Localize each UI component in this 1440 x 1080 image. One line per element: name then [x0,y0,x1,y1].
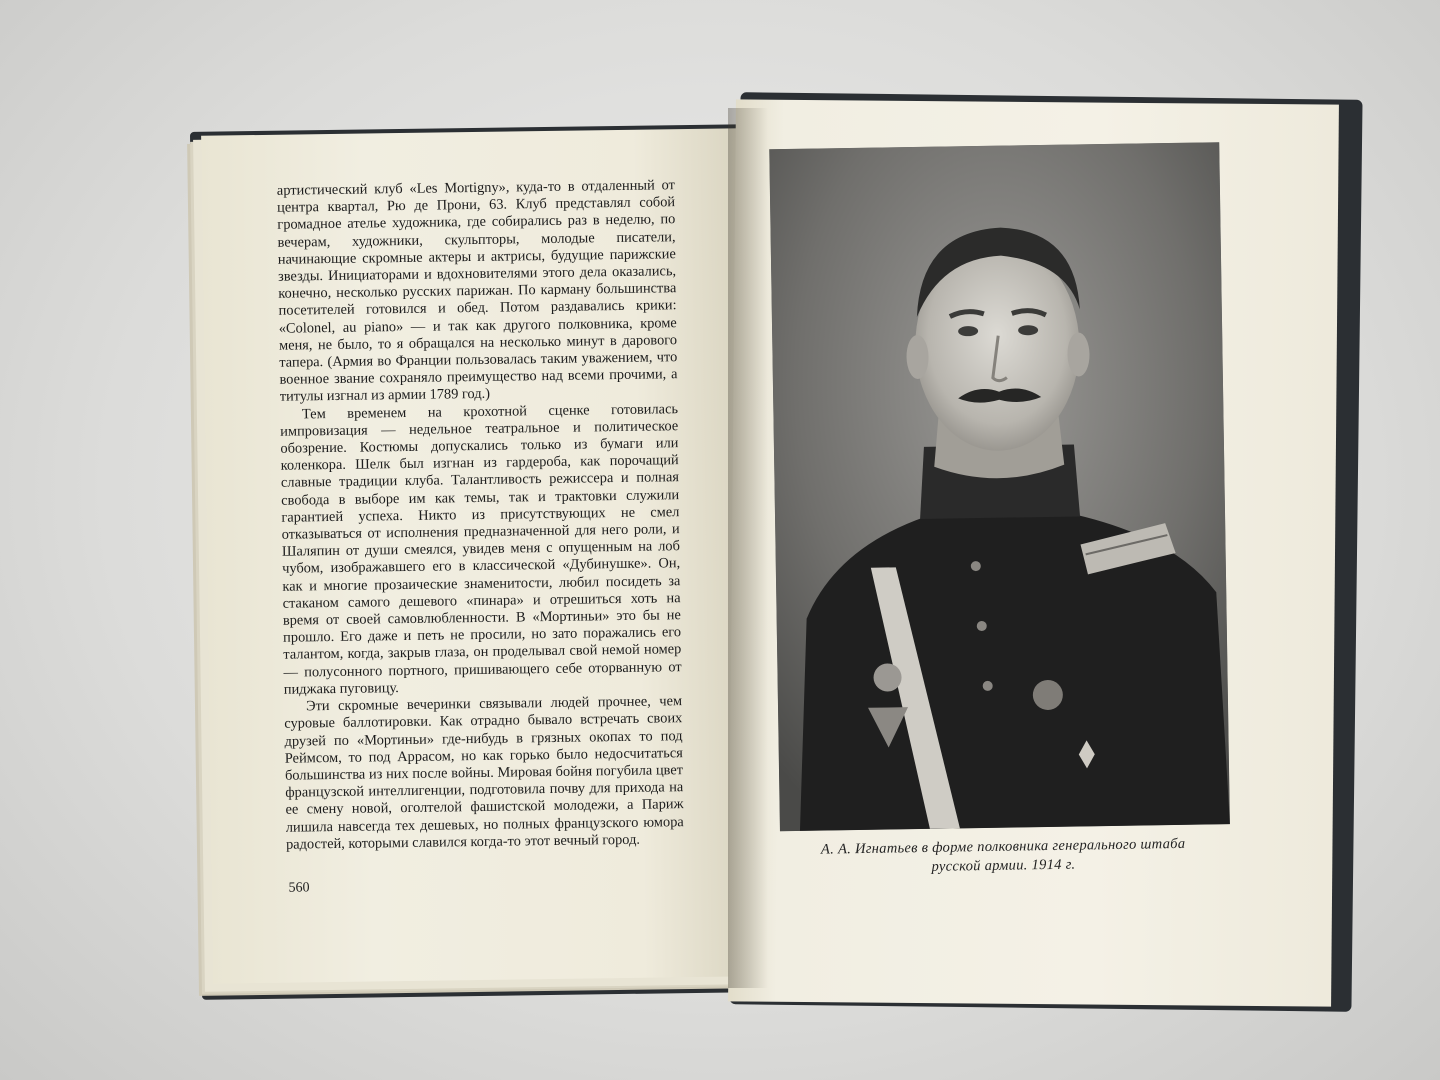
book-gutter [728,108,768,988]
caption-line-2: русской армии. 1914 г. [931,856,1076,875]
right-page [728,99,1339,1006]
photo-caption [803,835,1204,879]
portrait-photo [769,142,1230,831]
portrait-illustration [769,142,1230,831]
paragraph-3: Эти скромные вечеринки связывали людей прочнее, чем суровые баллотировки. Как отрадно бывало встречать своих друзей по «Мортиньи» где-нибудь в грязных окопах то под Реймсом, то под Аррасом, но как горько было недосчитаться большинства из них после войны. Мировая бойня погубила цвет французской интеллигенции, подготовила почву для прихода на ее смену новой, оголтелой фашистской молодежи, а Париж лишила навсегда тех дешевых, но полных французского юмора радостей, которыми славился когда-то этот вечный город. [284,693,684,853]
left-page-text [277,177,684,853]
caption-line-1: А. А. Игнатьев в форме полковника генерального штаба [820,835,1186,858]
page-number: 560 [288,880,310,896]
paragraph-1: артистический клуб «Les Mortigny», куда-то в отдаленный от центра квартал, Рю де Прони, 63. Клуб представлял собой громадное ателье художника, где собирались раз в неделю, по вечерам, художники, скульпторы, молодые писатели, начинающие скромные актеры и актрисы, будущие парижские звезды. Инициаторами и вдохновителями этого дела оказались, конечно, несколько русских парижан. По карману большинства посетителей готовился и обед. Потом раздавались крики: «Colonel, au piano» — и так как другого полковника, кроме меня, не было, то я обращался на несколько минут в дарового тапера. (Армия во Франции пользовалась таким уважением, что военное звание сохраняло преимущество над всеми прочими, а титулы изгнал из армии 1789 год.) [276,177,678,406]
left-page [201,128,753,983]
paragraph-2: Тем временем на крохотной сценке готовилась импровизация — недельное театральное и политическое обозрение. Костюмы допускались только из бумаги или коленкора. Шелк был изгнан из гардероба, как порочащий славные традиции клуба. Талантливость режиссера и полная свобода в выборе им как темы, так и трактовки служили гарантией успеха. Никто из присутствующих не смел отказываться от исполнения предназначенной для него роли, и Шаляпин от души смеялся, увидев меня с опущенным на лоб чубом, изображавшего его в классической «Дубинушке». Он, как и многие прозаические знаменитости, любил посидеть за стаканом самого дешевого «пинара» и отрешиться хоть на время от своей самовлюбленности. В «Мортиньи» это бы не прошло. Его даже и петь не просили, но зато поражались его талантом, когда, закрыв глаза, он проделывал свой немой номер — полусонного портного, пришивающего себе оторванную от пиджака пуговицу. [280,400,682,698]
